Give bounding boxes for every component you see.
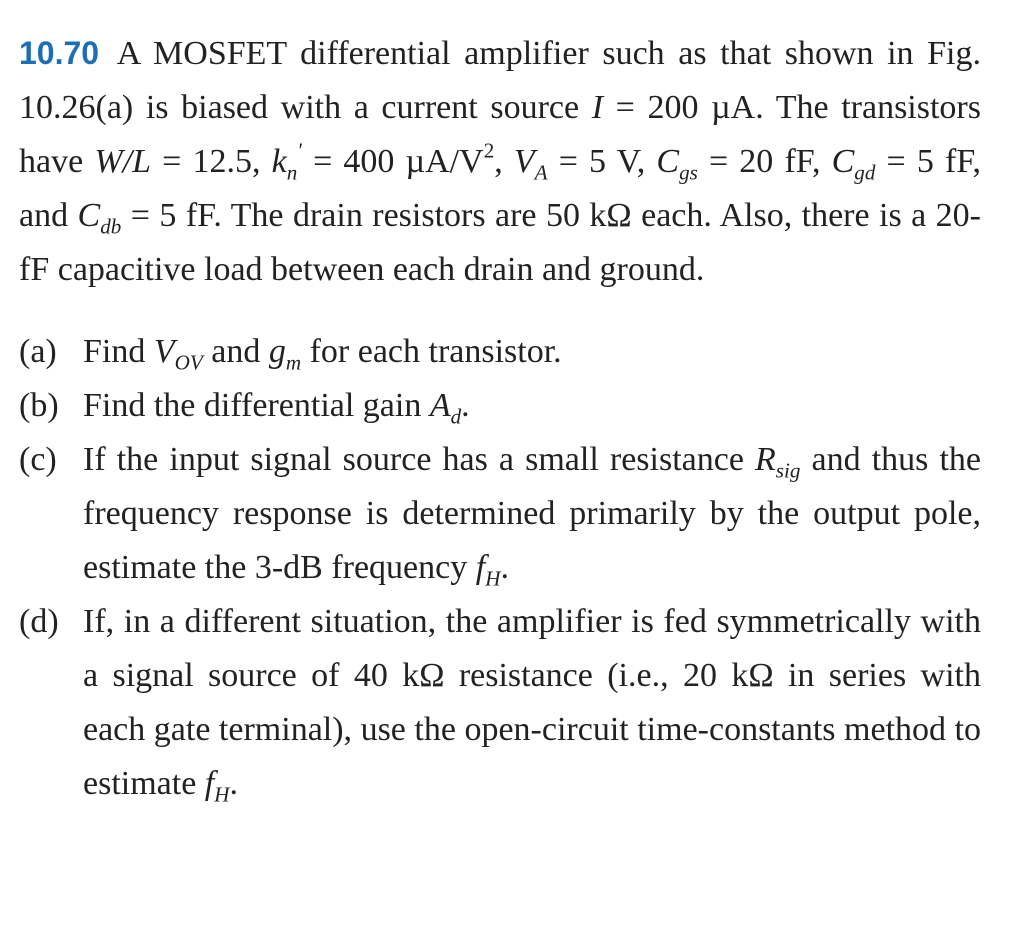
problem-10-70	[19, 26, 981, 811]
var-gm	[268, 333, 302, 375]
symbol-base: V	[513, 143, 535, 180]
text-run: = 400 µA/V	[301, 143, 484, 180]
symbol-base: A	[429, 387, 451, 424]
part-text	[83, 433, 981, 595]
part-label: (d)	[19, 603, 59, 640]
symbol-base: R	[755, 441, 776, 478]
symbol-base: C	[656, 143, 680, 180]
part-text	[83, 595, 981, 811]
part-label: (a)	[19, 333, 57, 370]
sub-question-a	[19, 325, 981, 379]
symbol-prime: ′	[297, 138, 302, 163]
var-Vov	[153, 333, 203, 375]
text-run: Find the differential gain	[83, 387, 430, 424]
symbol-subscript: A	[534, 160, 548, 185]
var-Cdb	[77, 197, 122, 239]
sub-questions	[19, 325, 981, 811]
symbol-subscript: m	[285, 350, 302, 375]
text-run: and thus the frequency response is determined primarily by the output pole, estimate the 3-dB frequency	[83, 441, 982, 586]
symbol-subscript: OV	[174, 350, 203, 375]
symbol-subscript: d	[450, 404, 462, 429]
part-label: (b)	[19, 387, 59, 424]
symbol-subscript: sig	[775, 458, 801, 483]
text-run: A MOSFET differential amplifier such as that shown in Fig. 10.26(a) is biased with a current source	[19, 35, 981, 126]
text-run: = 12.5,	[151, 143, 272, 180]
text-run: ,	[494, 143, 514, 180]
var-I: I	[591, 89, 604, 126]
symbol-base: C	[831, 143, 855, 180]
text-run: for each transistor.	[301, 333, 562, 370]
symbol-base: f	[204, 765, 215, 802]
var-Cgs	[656, 143, 698, 185]
text-run: = 200 µA. The transistors have	[19, 89, 981, 180]
sub-question-c	[19, 433, 981, 595]
sub-question-d	[19, 595, 981, 811]
symbol-base: V	[153, 333, 175, 370]
symbol-subscript: H	[214, 782, 230, 807]
text-run: .	[229, 765, 238, 802]
symbol-subscript: gs	[679, 160, 698, 185]
problem-number: 10.70	[19, 35, 100, 71]
text-run: Find	[83, 333, 154, 370]
var-fH	[475, 549, 501, 591]
symbol-base: k	[271, 143, 287, 180]
var-VA	[513, 143, 548, 185]
var-kn-prime	[271, 138, 302, 185]
text-run: and	[202, 333, 269, 370]
symbol-base: C	[77, 197, 101, 234]
text-run: If, in a different situation, the amplifier is fed symmetrically with a signal source of 40 kΩ resistance (i.e., 20 kΩ in series with each gate terminal), use the open-circuit time-constants method to estimate	[83, 603, 981, 802]
symbol-subscript: gd	[854, 160, 876, 185]
symbol-base: f	[475, 549, 486, 586]
var-Rsig	[755, 441, 801, 483]
var-Cgd	[831, 143, 876, 185]
text-run: .	[500, 549, 509, 586]
problem-statement	[19, 26, 981, 297]
sub-question-b	[19, 379, 981, 433]
part-text	[83, 325, 981, 379]
var-W-over-L: W/L	[94, 143, 152, 180]
text-run: If the input signal source has a small resistance	[83, 441, 756, 478]
text-run: = 5 fF, and	[19, 143, 982, 234]
exponent: 2	[483, 138, 495, 163]
text-run: .	[461, 387, 470, 424]
symbol-subscript: H	[485, 566, 501, 591]
var-fH	[204, 765, 230, 807]
text-run: = 20 fF,	[697, 143, 832, 180]
text-run: = 5 fF. The drain resistors are 50 kΩ each. Also, there is a 20-fF capacitive load between each drain and ground.	[19, 197, 981, 288]
var-Ad	[429, 387, 462, 429]
text-run: = 5 V,	[547, 143, 657, 180]
part-text	[83, 379, 981, 433]
part-label: (c)	[19, 441, 57, 478]
symbol-subscript: n	[286, 160, 298, 185]
symbol-base: g	[268, 333, 286, 370]
symbol-subscript: db	[100, 214, 122, 239]
